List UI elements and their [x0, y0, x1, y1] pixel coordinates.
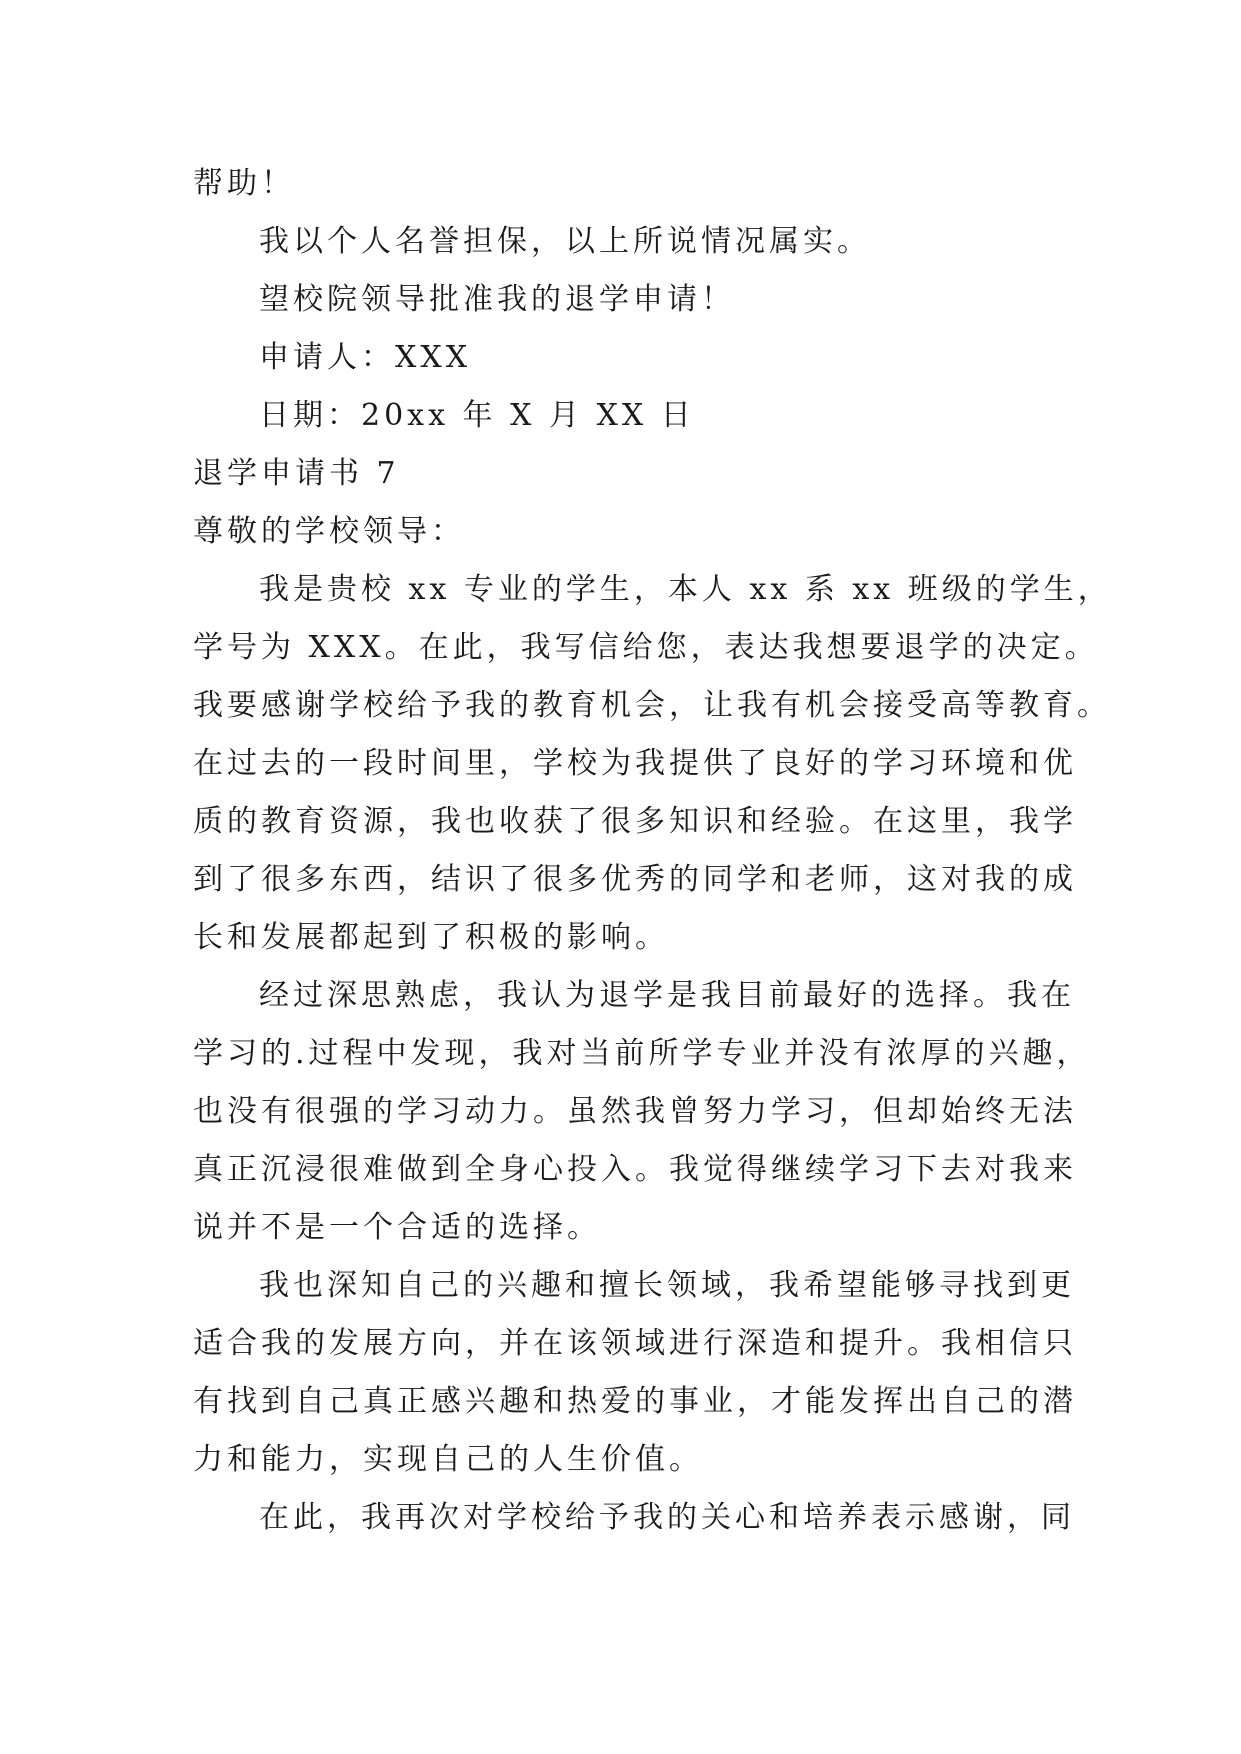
- text-line: 在此，我再次对学校给予我的关心和培养表示感谢，同: [259, 1500, 1075, 1535]
- salutation: 尊敬的学校领导：: [193, 514, 465, 549]
- text-line: 申请人：XXX: [259, 340, 472, 375]
- text-line: 力和能力，实现自己的人生价值。: [193, 1442, 703, 1477]
- document-body: [193, 155, 1112, 1547]
- text-line: 长和发展都起到了积极的影响。: [193, 920, 669, 955]
- text-line: 到了很多东西，结识了很多优秀的同学和老师，这对我的成: [193, 862, 1077, 897]
- text-line: 在过去的一段时间里，学校为我提供了良好的学习环境和优: [193, 746, 1077, 781]
- text-line: 我也深知自己的兴趣和擅长领域，我希望能够寻找到更: [259, 1268, 1075, 1303]
- text-line: 我要感谢学校给予我的教育机会，让我有机会接受高等教育。: [193, 688, 1111, 723]
- text-line: 适合我的发展方向，并在该领域进行深造和提升。我相信只: [193, 1326, 1077, 1361]
- text-line: 帮助！: [193, 166, 295, 201]
- text-line: 望校院领导批准我的退学申请！: [259, 282, 735, 317]
- text-line: 真正沉浸很难做到全身心投入。我觉得继续学习下去对我来: [193, 1152, 1077, 1187]
- text-line: 经过深思熟虑，我认为退学是我目前最好的选择。我在: [259, 978, 1075, 1013]
- text-line: 我是贵校 xx 专业的学生，本人 xx 系 xx 班级的学生，: [259, 572, 1112, 607]
- text-line: 日期：20xx 年 X 月 XX 日: [259, 398, 695, 433]
- text-line: 说并不是一个合适的选择。: [193, 1210, 601, 1245]
- text-line: 学习的.过程中发现，我对当前所学专业并没有浓厚的兴趣，: [193, 1036, 1091, 1071]
- text-line: 有找到自己真正感兴趣和热爱的事业，才能发挥出自己的潜: [193, 1384, 1077, 1419]
- text-line: 质的教育资源，我也收获了很多知识和经验。在这里，我学: [193, 804, 1077, 839]
- text-line: 也没有很强的学习动力。虽然我曾努力学习，但却始终无法: [193, 1094, 1077, 1129]
- section-title: 退学申请书 7: [193, 456, 400, 491]
- text-line: 学号为 XXX。在此，我写信给您，表达我想要退学的决定。: [193, 630, 1099, 665]
- text-line: 我以个人名誉担保，以上所说情况属实。: [259, 224, 871, 259]
